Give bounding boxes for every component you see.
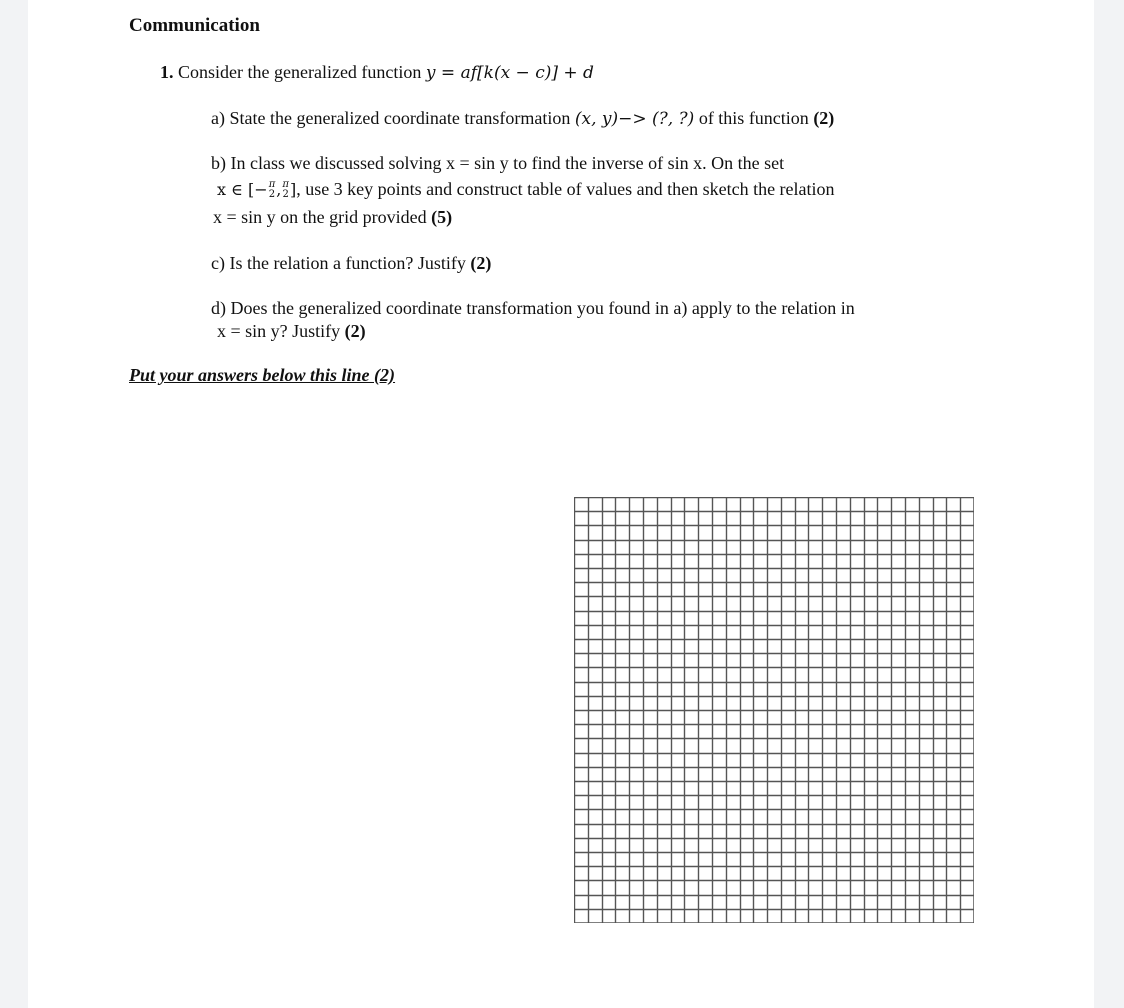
answers-instruction: Put your answers below this line (2): [129, 365, 396, 385]
part-c-marks: (2): [470, 253, 492, 273]
fraction-numerator: π: [268, 178, 276, 190]
part-a: [211, 107, 834, 130]
fraction-denominator-second: 2: [282, 188, 289, 200]
part-b-marks: (5): [431, 207, 453, 227]
worksheet-page: [28, 0, 1094, 1008]
part-c-text: c) Is the relation a function? Justify: [211, 253, 466, 273]
set-close-bracket: ]: [289, 180, 297, 199]
answer-grid-area[interactable]: [574, 497, 974, 923]
part-b-line-1: b) In class we discussed solving x = sin y to find the inverse of sin x. On the set: [211, 153, 785, 173]
set-prefix: x ∈ [−: [217, 180, 268, 199]
fraction-numerator-second: π: [282, 178, 289, 190]
part-b-line-3-text: x = sin y on the grid provided: [213, 207, 427, 227]
part-a-text-after: of this function: [698, 108, 809, 128]
part-d-line-2: [217, 320, 366, 342]
question-number: 1.: [160, 62, 174, 82]
question-text: Consider the generalized function: [178, 62, 422, 82]
fraction-pi-over-2: [269, 180, 276, 200]
fraction-pi-over-2-second: [282, 180, 289, 200]
part-d-line-1: d) Does the generalized coordinate transformation you found in a) apply to the relation in: [211, 298, 855, 318]
part-d-marks: (2): [344, 321, 366, 341]
part-a-text: a) State the generalized coordinate transformation: [211, 108, 571, 128]
generalized-function-formula: y = af[k(x − c)] + d: [425, 63, 594, 83]
part-b-line-2-rest: , use 3 key points and construct table of values and then sketch the relation: [296, 179, 835, 199]
coordinate-mapping: (x, y)−> (?, ?): [574, 109, 695, 129]
fraction-denominator: 2: [268, 188, 276, 200]
part-d-line-2-text: x = sin y? Justify: [217, 321, 341, 341]
part-c: [211, 252, 491, 274]
part-b-line-2: [217, 178, 835, 201]
graph-paper-grid[interactable]: [574, 497, 974, 923]
question-1: [160, 61, 594, 84]
part-b-line-3: [213, 206, 452, 228]
set-comma: ,: [276, 180, 282, 199]
section-heading: Communication: [129, 15, 260, 36]
part-a-marks: (2): [813, 108, 835, 128]
